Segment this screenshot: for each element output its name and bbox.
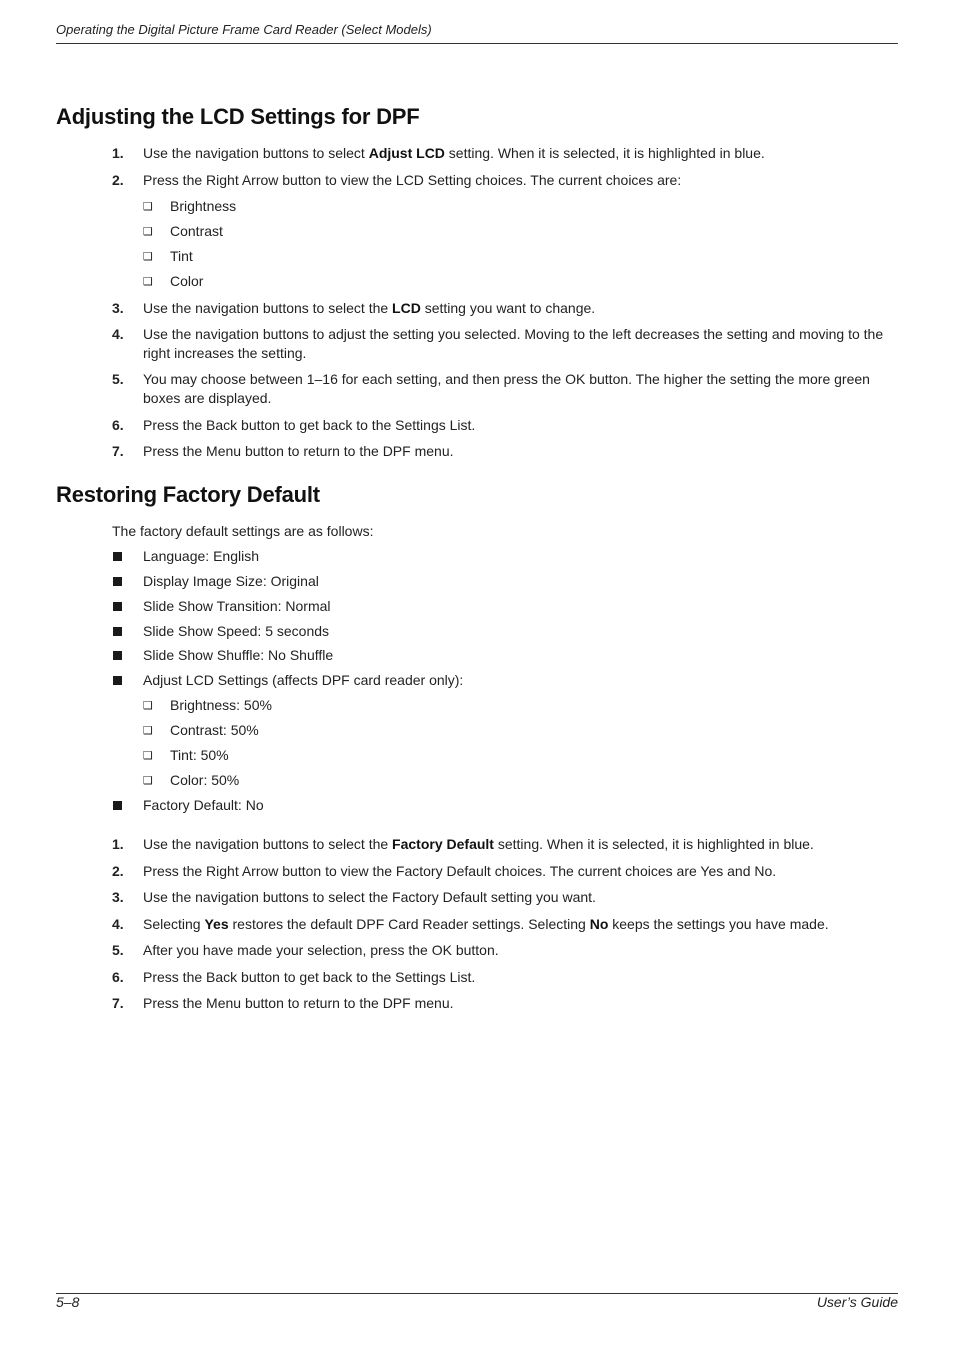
step-number: 2. [112, 863, 124, 879]
checkbox-bullet-icon: ❑ [143, 775, 153, 787]
step-number: 4. [112, 326, 124, 342]
step-text: Use the navigation buttons to select the LCD setting you want to change. [143, 300, 596, 316]
lcd-default-text: Tint: 50% [170, 747, 229, 763]
step-number: 5. [112, 371, 124, 387]
step-text: You may choose between 1–16 for each setting, and then press the OK button. The higher the setting the more green boxes are displayed. [143, 371, 870, 406]
step-text: Use the navigation buttons to adjust the setting you selected. Moving to the left decreases the setting and moving to the right increases the setting. [143, 326, 884, 361]
checkbox-bullet-icon: ❑ [143, 750, 153, 762]
step-text: Press the Back button to get back to the Settings List. [143, 969, 476, 985]
checkbox-bullet-icon: ❑ [143, 725, 153, 737]
square-bullet-icon [113, 651, 122, 660]
step-number: 5. [112, 942, 124, 958]
guide-title: User’s Guide [816, 1294, 898, 1310]
default-text: Slide Show Speed: 5 seconds [143, 623, 330, 639]
square-bullet-icon [113, 801, 122, 810]
choice-text: Brightness [170, 198, 237, 214]
step-text: Press the Menu button to return to the DPF menu. [143, 995, 454, 1011]
section-heading-factory-default: Restoring Factory Default [56, 482, 320, 507]
checkbox-bullet-icon: ❑ [143, 226, 153, 238]
step-text: After you have made your selection, press the OK button. [143, 942, 499, 958]
square-bullet-icon [113, 602, 122, 611]
step-text: Press the Right Arrow button to view the LCD Setting choices. The current choices are: [143, 172, 682, 188]
step-number: 6. [112, 417, 124, 433]
step-number: 3. [112, 889, 124, 905]
step-number: 6. [112, 969, 124, 985]
step-number: 2. [112, 172, 124, 188]
document-page: Operating the Digital Picture Frame Card Reader (Select Models) Adjusting the LCD Settings for DPF 1. Use the navigation buttons to select Adjust LCD setting. When it is selected, it is highlighted in blue. 2. Press the Right Arrow button to view the LCD Setting choices. The current choices are: ❑ Brightness ❑ Contrast ❑ Tint ❑ Color 3. Use the navigation buttons to select the LCD setting you want to change. 4. Use the navigation buttons to adjust the setting you selected. Moving to the left decreases the setting and moving to the right increases the setting. 5. You may choose between 1–16 for each setting, and then press the OK button. The higher the setting the more green boxes are displayed. 6. Press the Back button to get back to the Settings List. 7. Press the Menu button to return to the DPF menu. Restoring Factory Default The factory default settings are as follows: Language: English Display Image Size: Original Slide Show Transition: Normal Slide Show Speed: 5 seconds Slide Show Shuffle: No Shuffle Adjust LCD Settings (affects DPF card reader only): ❑ Brightness: 50% ❑ Contrast: 50% ❑ Tint: 50% ❑ Color: 50% Factory Default: No 1. Use the navigation buttons to select the Factory Default setting. When it is selected, it is highlighted in blue. 2. Press the Right Arrow button to view the Factory Default choices. The current choices are Yes and No. 3. Use the navigation buttons to select the Factory Default setting you want. 4. Selecting Yes restores the default DPF Card Reader settings. Selecting No keeps the settings you have made. 5. After you have made your selection, press the OK button. 6. Press the Back button to get back to the Settings List. 7. Press the Menu button to return to the DPF menu. 5–8 User’s Guide [56, 22, 898, 1310]
square-bullet-icon [113, 676, 122, 685]
page-number: 5–8 [56, 1294, 80, 1310]
default-text: Slide Show Shuffle: No Shuffle [143, 647, 334, 663]
square-bullet-icon [113, 627, 122, 636]
step-number: 7. [112, 443, 124, 459]
choice-text: Color [170, 273, 204, 289]
step-number: 1. [112, 145, 124, 161]
step-text: Press the Back button to get back to the Settings List. [143, 417, 476, 433]
step-text: Use the navigation buttons to select Adjust LCD setting. When it is selected, it is highlighted in blue. [143, 145, 765, 161]
checkbox-bullet-icon: ❑ [143, 700, 153, 712]
default-text: Language: English [143, 548, 259, 564]
checkbox-bullet-icon: ❑ [143, 276, 153, 288]
step-number: 4. [112, 916, 124, 932]
step-number: 7. [112, 995, 124, 1011]
running-header: Operating the Digital Picture Frame Card Reader (Select Models) [56, 22, 432, 37]
step-text: Selecting Yes restores the default DPF Card Reader settings. Selecting No keeps the settings you have made. [143, 916, 829, 932]
default-text: Slide Show Transition: Normal [143, 598, 331, 614]
lcd-default-text: Contrast: 50% [170, 722, 259, 738]
default-text: Adjust LCD Settings (affects DPF card reader only): [143, 672, 464, 688]
step-text: Use the navigation buttons to select the Factory Default setting. When it is selected, it is highlighted in blue. [143, 836, 814, 852]
step-text: Use the navigation buttons to select the Factory Default setting you want. [143, 889, 596, 905]
step-text: Press the Right Arrow button to view the Factory Default choices. The current choices are Yes and No. [143, 863, 777, 879]
header-rule [56, 43, 898, 44]
step-number: 1. [112, 836, 124, 852]
step-number: 3. [112, 300, 124, 316]
default-text: Display Image Size: Original [143, 573, 319, 589]
default-text: Factory Default: No [143, 797, 264, 813]
lcd-default-text: Brightness: 50% [170, 697, 272, 713]
square-bullet-icon [113, 552, 122, 561]
square-bullet-icon [113, 577, 122, 586]
step-text: Press the Menu button to return to the DPF menu. [143, 443, 454, 459]
choice-text: Contrast [170, 223, 223, 239]
choice-text: Tint [170, 248, 193, 264]
checkbox-bullet-icon: ❑ [143, 201, 153, 213]
section-heading-lcd: Adjusting the LCD Settings for DPF [56, 104, 420, 129]
lcd-default-text: Color: 50% [170, 772, 240, 788]
checkbox-bullet-icon: ❑ [143, 251, 153, 263]
